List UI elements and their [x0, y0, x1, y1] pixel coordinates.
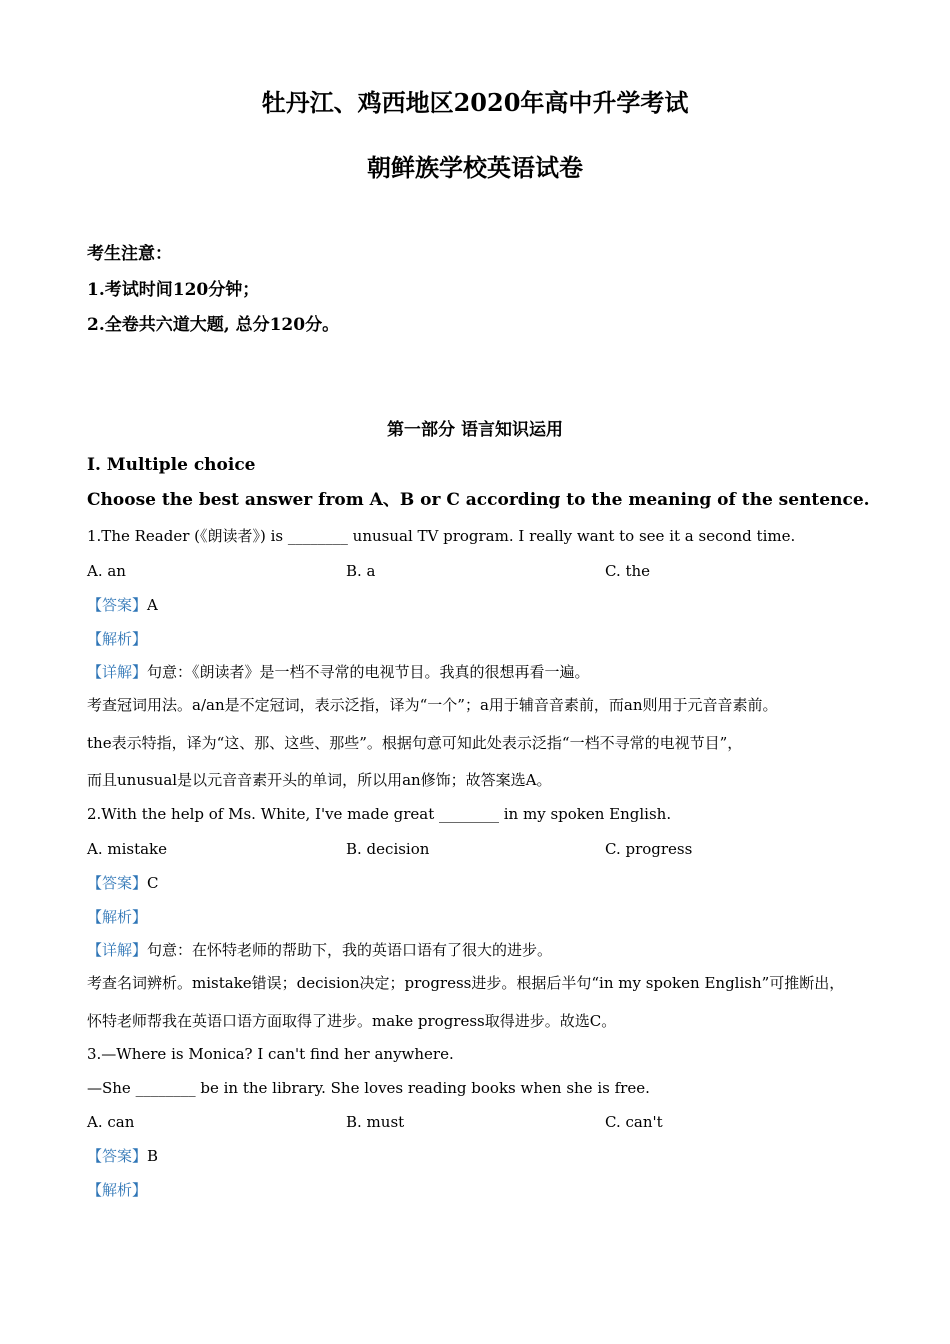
answer-value: B: [147, 1147, 159, 1165]
answer-label: 【答案】: [87, 1147, 148, 1165]
option-b: B. a: [346, 562, 376, 580]
detail-line: [87, 662, 590, 682]
answer-line: [87, 873, 159, 893]
answer-value: C: [147, 874, 159, 892]
option-c: C. the: [605, 562, 651, 580]
answer-line: [87, 595, 158, 615]
answer-label: 【答案】: [87, 874, 148, 892]
detail-text: 考查冠词用法。a/an是不定冠词，表示泛指，译为“一个”；a用于辅音音素前，而an则用于元音音素前。: [87, 696, 778, 714]
question-stem: 2.With the help of Ms. White, I've made great ________ in my spoken English.: [87, 805, 672, 823]
question-stem-reply: —She ________ be in the library. She loves reading books when she is free.: [87, 1079, 650, 1097]
option-c: C. progress: [605, 840, 693, 858]
detail-text: 怀特老师帮我在英语口语方面取得了进步。make progress取得进步。故选C。: [87, 1012, 617, 1030]
option-a: A. an: [87, 562, 126, 580]
exam-subtitle: 朝鲜族学校英语试卷: [367, 153, 583, 182]
exam-title: 牡丹江、鸡西地区2020年高中升学考试: [261, 88, 689, 117]
detail-text: 句意：在怀特老师的帮助下，我的英语口语有了很大的进步。: [147, 941, 553, 959]
option-a: A. can: [87, 1113, 135, 1131]
analysis-line: [87, 629, 147, 649]
notice-item: 1.考试时间120分钟；: [87, 280, 260, 300]
notice-item: 2.全卷共六道大题, 总分120分。: [87, 315, 340, 335]
option-a: A. mistake: [87, 840, 168, 858]
question-stem: 1.The Reader (《朗读者》) is ________ unusual TV program. I really want to see it a second time.: [87, 527, 796, 545]
detail-text: the表示特指，译为“这、那、这些、那些”。根据句意可知此处表示泛指“一档不寻常的电视节目”，: [87, 734, 743, 752]
notice-heading: 考生注意：: [87, 244, 172, 264]
part-heading: 第一部分 语言知识运用: [387, 420, 563, 440]
answer-value: A: [147, 596, 158, 614]
detail-text: 而且unusual是以元音音素开头的单词，所以用an修饰；故答案选A。: [87, 771, 552, 789]
section-title: I. Multiple choice: [87, 455, 256, 475]
analysis-label: 【解析】: [87, 1181, 148, 1199]
detail-line: [87, 940, 552, 960]
option-b: B. must: [346, 1113, 405, 1131]
analysis-line: [87, 907, 147, 927]
section-instruction: Choose the best answer from A、B or C according to the meaning of the sentence.: [87, 490, 870, 510]
option-b: B. decision: [346, 840, 430, 858]
question-stem: 3.—Where is Monica? I can't find her anywhere.: [87, 1045, 454, 1063]
analysis-label: 【解析】: [87, 908, 148, 926]
detail-label: 【详解】: [87, 663, 148, 681]
answer-line: [87, 1146, 158, 1166]
answer-label: 【答案】: [87, 596, 148, 614]
analysis-label: 【解析】: [87, 630, 148, 648]
detail-label: 【详解】: [87, 941, 148, 959]
analysis-line: [87, 1180, 147, 1200]
detail-text: 考查名词辨析。mistake错误；decision决定；progress进步。根据后半句“in my spoken English”可推断出，: [87, 974, 845, 992]
detail-text: 句意：《朗读者》是一档不寻常的电视节目。我真的很想再看一遍。: [147, 663, 590, 681]
option-c: C. can't: [605, 1113, 663, 1131]
